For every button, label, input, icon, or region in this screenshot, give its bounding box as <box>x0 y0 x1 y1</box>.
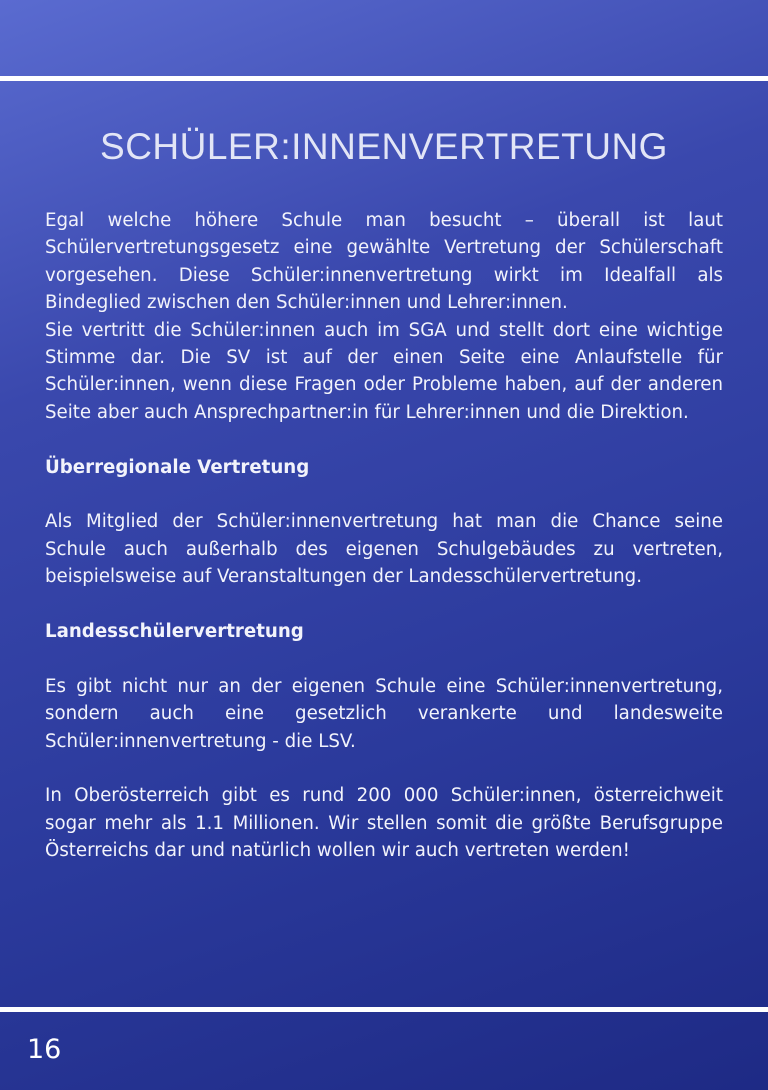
section-heading-ueberregional: Überregionale Vertretung <box>45 456 310 478</box>
page-number: 16 <box>27 1034 62 1065</box>
intro-paragraph-2: Sie vertritt die Schüler:innen auch im SGA und stellt dort eine wichtige Stimme dar. Die SV ist auf der einen Seite eine Anlaufstelle für Schüler:innen, wenn diese Fragen oder Probleme haben, auf der anderen Seite aber auch Ansprechpartner:in für Lehrer:innen und die Direktion. <box>45 319 723 423</box>
page-title: SCHÜLER:INNENVERTRETUNG <box>100 126 668 167</box>
bottom-divider <box>0 1007 768 1012</box>
top-divider <box>0 76 768 81</box>
section-paragraph-ueberregional: Als Mitglied der Schüler:innenvertretung hat man die Chance seine Schule auch außerhalb des eigenen Schulgebäudes zu vertreten, beispielsweise auf Veranstaltungen der Landesschülervertretung. <box>45 511 723 588</box>
section-paragraph-lsv-2: In Oberösterreich gibt es rund 200 000 Schüler:innen, österreichweit sogar mehr als 1.1 Millionen. Wir stellen somit die größte Berufsgruppe Österreichs dar und natürlich wollen wir auch vertreten werden! <box>45 785 723 862</box>
section-paragraph-lsv-1: Es gibt nicht nur an der eigenen Schule eine Schüler:innenvertretung, sondern auch eine gesetzlich verankerte und landesweite Schüler:innenvertretung - die LSV. <box>45 675 723 752</box>
intro-paragraph-1: Egal welche höhere Schule man besucht – überall ist laut Schülervertretungsgesetz eine gewählte Vertretung der Schülerschaft vorgesehen. Diese Schüler:innenvertretung wirkt im Idealfall als Bindeglied zwischen den Schüler:innen und Lehrer:innen. <box>45 210 723 314</box>
section-heading-lsv: Landesschülervertretung <box>45 621 304 643</box>
body-content <box>45 207 723 865</box>
